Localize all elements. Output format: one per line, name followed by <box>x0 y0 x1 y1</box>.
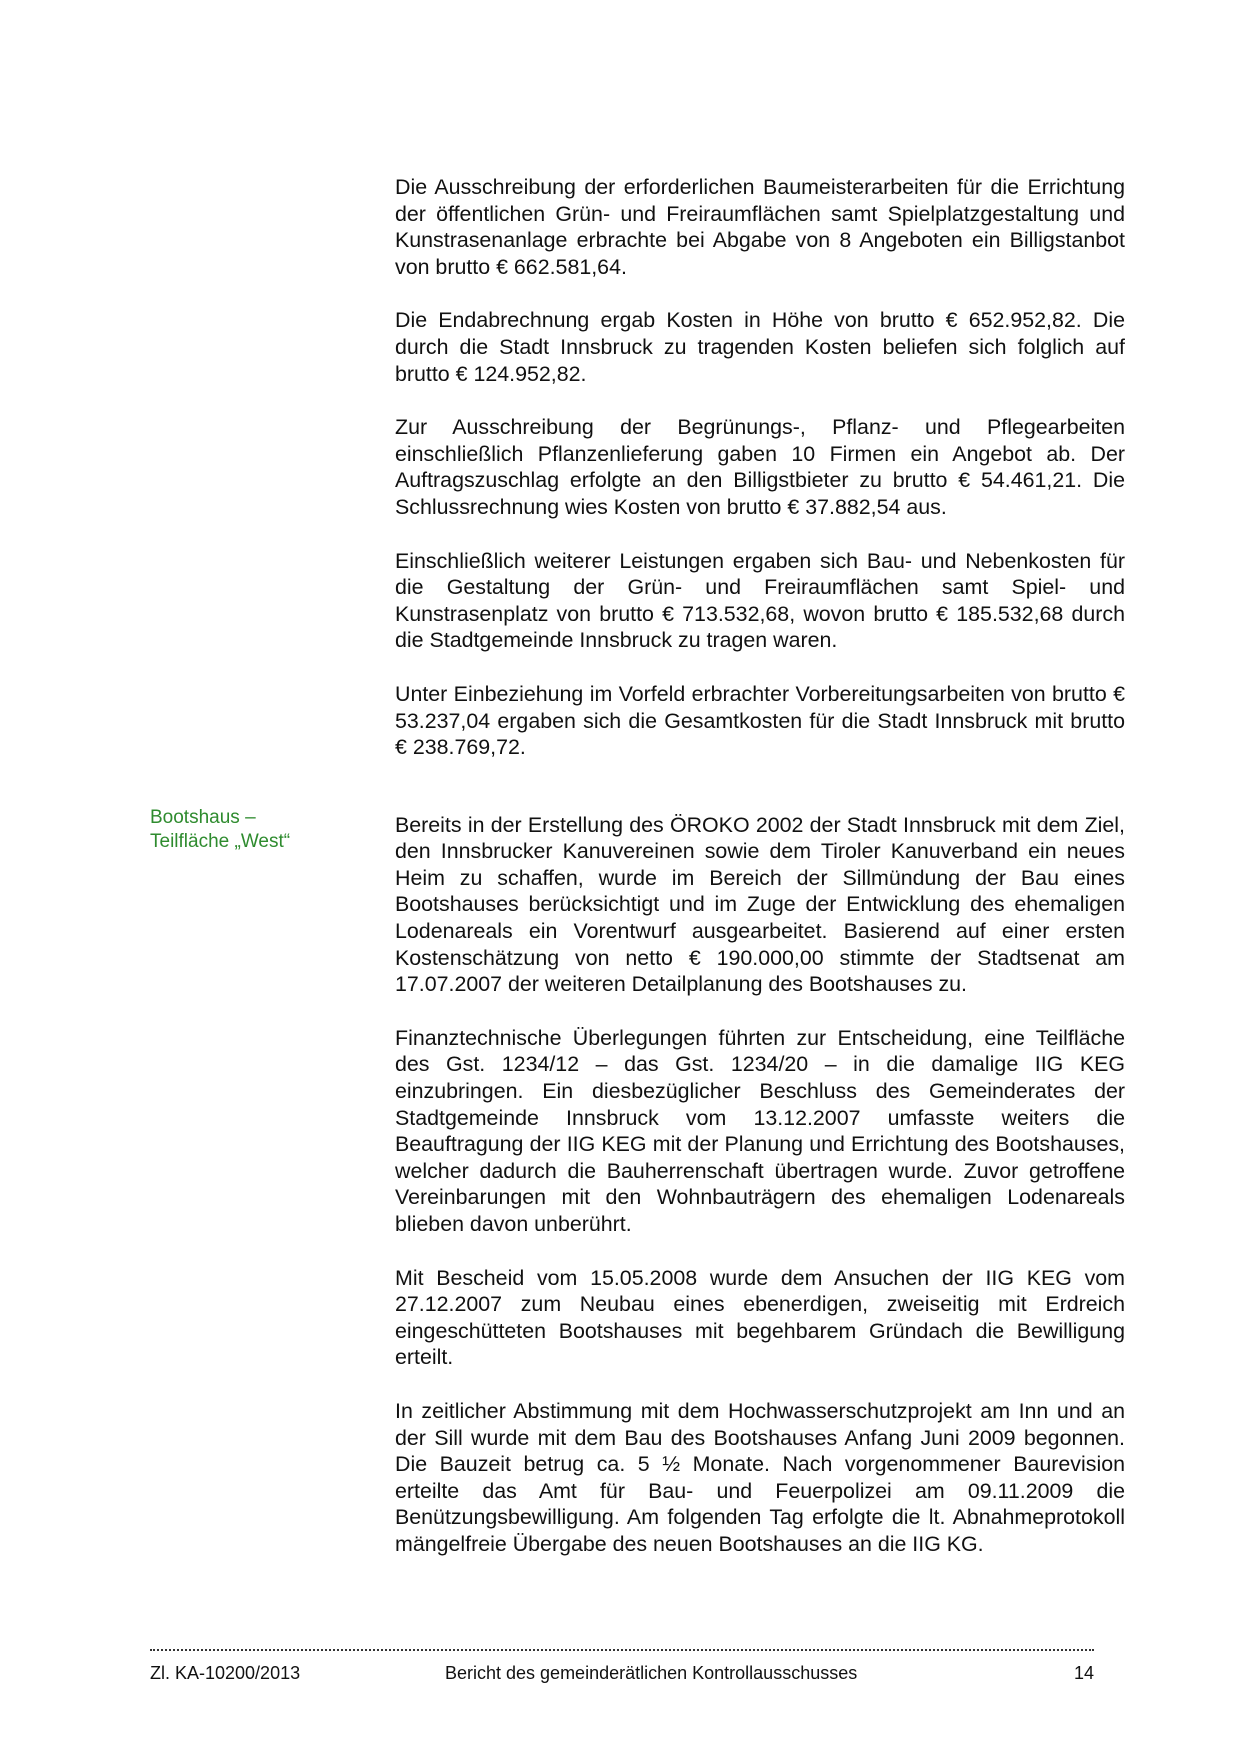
paragraph-oeroko: Bereits in der Erstellung des ÖROKO 2002 der Stadt Innsbruck mit dem Ziel, den Innsbrucker Kanuvereinen sowie dem Tiroler Kanuverband ein neues Heim zu schaffen, wurde im Bereich der Sillmündung der Bau eines Bootshauses berücksichtigt und im Zuge der Entwicklung des ehemaligen Lodenareals ein Vorentwurf ausgearbeitet. Basierend auf einer ersten Kostenschätzung von netto € 190.000,00 stimmte der Stadtsenat am 17.07.2007 der weiteren Detailplanung des Bootshauses zu. <box>395 812 1125 997</box>
margin-heading-bootshaus <box>150 806 370 854</box>
paragraph-baumeisterarbeiten: Die Ausschreibung der erforderlichen Baumeisterarbeiten für die Errichtung der öffentlichen Grün- und Freiraumflächen samt Spielplatzgestaltung und Kunstrasenanlage erbrachte bei Abgabe von 8 Angeboten ein Billigstanbot von brutto € 662.581,64. <box>395 175 1125 279</box>
footer-title: Bericht des gemeinderätlichen Kontrollausschusses <box>445 1663 858 1683</box>
paragraph-gesamtkosten: Unter Einbeziehung im Vorfeld erbrachter Vorbereitungsarbeiten von brutto € 53.237,04 ergaben sich die Gesamtkosten für die Stadt Innsbruck mit brutto € 238.769,72. <box>395 681 1125 760</box>
paragraph-finanztechnisch: Finanztechnische Überlegungen führten zur Entscheidung, eine Teilfläche des Gst. 1234/12 – das Gst. 1234/20 – in die damalige IIG KEG einzubringen. Ein diesbezüglicher Beschluss des Gemeinderates der Stadtgemeinde Innsbruck vom 13.12.2007 umfasste weiters die Beauftragung der IIG KEG mit der Planung und Errichtung des Bootshauses, welcher dadurch die Bauherrenschaft übertragen wurde. Zuvor getroffene Vereinbarungen mit den Wohnbauträgern des ehemaligen Lodenareals blieben davon unberührt. <box>395 1025 1125 1236</box>
margin-heading-line1: Bootshaus – <box>150 807 256 828</box>
margin-heading-line2: Teilfläche „West“ <box>150 831 291 852</box>
footer-reference: Zl. KA-10200/2013 <box>150 1663 301 1683</box>
section-spacer <box>395 788 1125 812</box>
paragraph-bescheid: Mit Bescheid vom 15.05.2008 wurde dem Ansuchen der IIG KEG vom 27.12.2007 zum Neubau eines ebenerdigen, zweiseitig mit Erdreich eingeschütteten Bootshauses mit begehbarem Gründach die Bewilligung erteilt. <box>395 1265 1125 1370</box>
paragraph-bauzeit: In zeitlicher Abstimmung mit dem Hochwasserschutzprojekt am Inn und an der Sill wurde mit dem Bau des Bootshauses Anfang Juni 2009 begonnen. Die Bauzeit betrug ca. 5 ½ Monate. Nach vorgenommener Baurevision erteilte das Amt für Bau- und Feuerpolizei am 09.11.2009 die Benützungsbewilligung. Am folgenden Tag erfolgte die lt. Abnahmeprotokoll mängelfreie Übergabe des neuen Bootshauses an die IIG KG. <box>395 1398 1125 1556</box>
footer-page-number: 14 <box>1073 1663 1094 1683</box>
main-text-column <box>395 174 1125 1585</box>
footer-dotted-rule <box>150 1649 1094 1651</box>
paragraph-nebenkosten: Einschließlich weiterer Leistungen ergaben sich Bau- und Nebenkosten für die Gestaltung der Grün- und Freiraumflächen samt Spiel- und Kunstrasenplatz von brutto € 713.532,68, wovon brutto € 185.532,68 durch die Stadtgemeinde Innsbruck zu tragen waren. <box>395 548 1125 653</box>
paragraph-begruenungsarbeiten: Zur Ausschreibung der Begrünungs-, Pflanz- und Pflegearbeiten einschließlich Pflanzenlieferung gaben 10 Firmen ein Angebot ab. Der Auftragszuschlag erfolgte an den Billigstbieter zu brutto € 54.461,21. Die Schlussrechnung wies Kosten von brutto € 37.882,54 aus. <box>395 415 1125 519</box>
paragraph-endabrechnung: Die Endabrechnung ergab Kosten in Höhe von brutto € 652.952,82. Die durch die Stadt Innsbruck zu tragenden Kosten beliefen sich folglich auf brutto € 124.952,82. <box>395 308 1125 386</box>
